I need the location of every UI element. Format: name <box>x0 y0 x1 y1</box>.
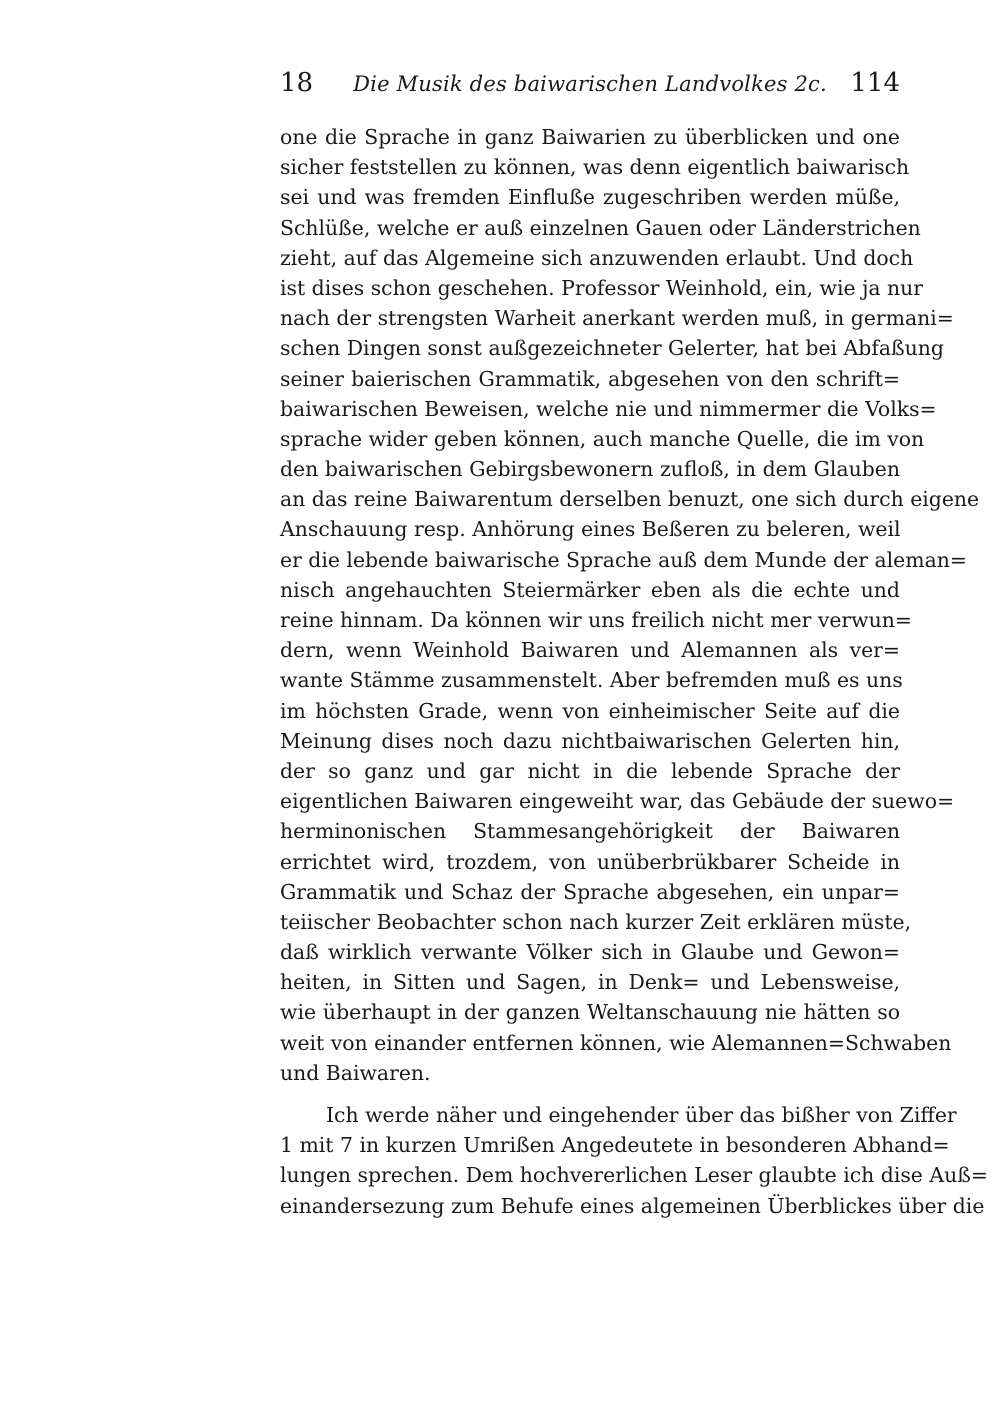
text-line: Ich werde näher und eingehender über das bißher von Ziffer <box>326 1103 957 1127</box>
text-line: dern, wenn Weinhold Baiwaren und Alemannen als ver= <box>280 638 900 663</box>
text-line: im höchsten Grade, wenn von einheimischer Seite auf die <box>280 698 900 723</box>
text-line: heiten, in Sitten und Sagen, in Denk= und Lebensweise, <box>280 970 900 995</box>
text-line: der so ganz und gar nicht in die lebende Sprache der <box>280 758 900 783</box>
text-line: seiner baierischen Grammatik, abgesehen von den schrift= <box>280 366 900 391</box>
text-line: nisch angehauchten Steiermärker eben als die echte und <box>280 577 900 602</box>
paragraph-gap <box>280 1088 900 1100</box>
text-line: er die lebende baiwarische Sprache auß dem Munde der aleman= <box>280 547 967 572</box>
text-line: errichtet wird, trozdem, von unüberbrükbarer Scheide in <box>280 849 900 874</box>
text-line: herminonischen Stammesangehörigkeit der Baiwaren <box>280 819 900 844</box>
text-line: one die Sprache in ganz Baiwarien zu überblicken und one <box>280 125 900 149</box>
page-header <box>280 68 900 108</box>
text-line: teiischer Beobachter schon nach kurzer Zeit erklären müste, <box>280 909 912 934</box>
text-line: einandersezung zum Behufe eines algemeinen Überblickes über die <box>280 1193 985 1218</box>
text-line: weit von einander entfernen können, wie Alemannen=Schwaben <box>280 1030 952 1055</box>
text-line: ist dises schon geschehen. Professor Weinhold, ein, wie ja nur <box>280 275 924 300</box>
text-line: sicher feststellen zu können, was denn eigentlich baiwarisch <box>280 155 910 180</box>
text-line: eigentlichen Baiwaren eingeweiht war, das Gebäude der suewo= <box>280 789 955 814</box>
text-line: nach der strengsten Warheit anerkant werden muß, in germani= <box>280 306 954 331</box>
page-number-right: 114 <box>850 68 900 98</box>
body-text <box>280 122 988 1221</box>
text-line: und Baiwaren. <box>280 1060 431 1085</box>
text-line: schen Dingen sonst außgezeichneter Gelerter, hat bei Abfaßung <box>280 336 944 361</box>
text-line: Grammatik und Schaz der Sprache abgesehen, ein unpar= <box>280 879 900 904</box>
text-line: den baiwarischen Gebirgsbewonern zufloß, in dem Glauben <box>280 457 900 482</box>
text-line: wie überhaupt in der ganzen Weltanschauung nie hätten so <box>280 1000 900 1025</box>
text-line: lungen sprechen. Dem hochvererlichen Leser glaubte ich dise Auß= <box>280 1163 988 1188</box>
text-line: zieht, auf das Algemeine sich anzuwenden erlaubt. Und doch <box>280 245 914 270</box>
text-line: wante Stämme zusammenstelt. Aber befremden muß es uns <box>280 668 903 693</box>
text-line: Schlüße, welche er auß einzelnen Gauen oder Länderstrichen <box>280 215 921 240</box>
text-line: reine hinnam. Da können wir uns freilich nicht mer verwun= <box>280 608 912 632</box>
text-line: Meinung dises noch dazu nichtbaiwarischen Gelerten hin, <box>280 728 900 753</box>
paragraph <box>280 122 980 1088</box>
page-number-left: 18 <box>280 68 314 98</box>
text-line: sprache wider geben können, auch manche Quelle, die im von <box>280 426 925 451</box>
running-title: Die Musik des baiwarischen Landvolkes 2c. <box>353 72 827 96</box>
text-line: Anschauung resp. Anhörung eines Beßeren zu beleren, weil <box>280 517 901 542</box>
text-line: 1 mit 7 in kurzen Umrißen Angedeutete in besonderen Abhand= <box>280 1133 950 1158</box>
text-line: an das reine Baiwarentum derselben benuzt, one sich durch eigene <box>280 487 980 512</box>
text-line: baiwarischen Beweisen, welche nie und nimmermer die Volks= <box>280 396 937 421</box>
text-line: daß wirklich verwante Völker sich in Glaube und Gewon= <box>280 940 900 965</box>
paragraph <box>280 1100 988 1221</box>
text-line: sei und was fremden Einfluße zugeschriben werden müße, <box>280 185 900 210</box>
